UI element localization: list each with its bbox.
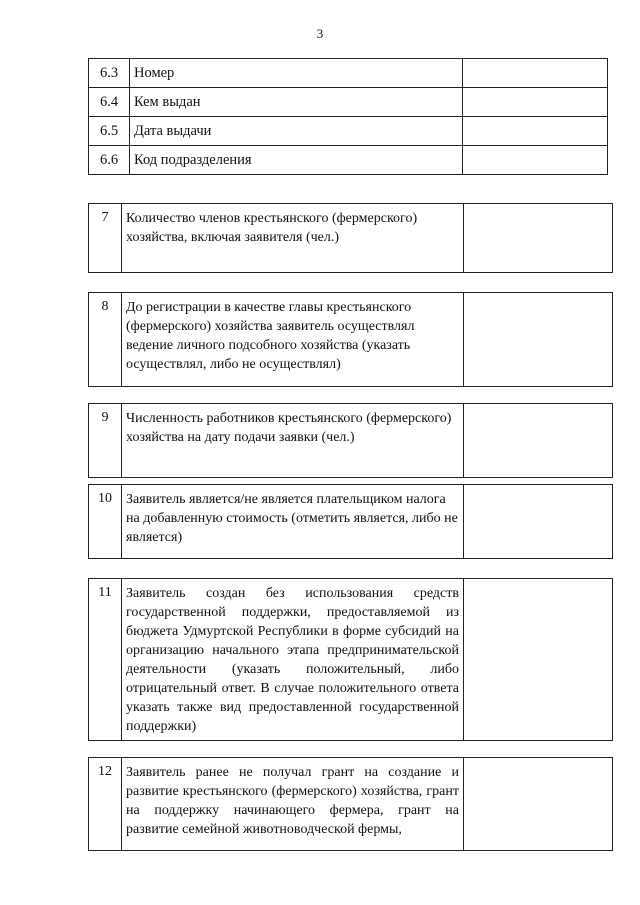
value-cell-issued-by[interactable] <box>463 88 608 117</box>
document-table-section-12 <box>88 757 613 851</box>
document-table-section-7 <box>88 203 613 273</box>
row-label: Дата выдачи <box>130 117 463 146</box>
row-label: Код подразделения <box>130 146 463 175</box>
table-row <box>89 579 613 741</box>
table-row <box>89 758 613 851</box>
row-label: Заявитель ранее не получал грант на создание и развитие крестьянского (фермерского) хозяйства, грант на поддержку начинающего фермера, грант на развитие семейной животноводческой фермы, <box>122 758 464 851</box>
value-cell-employees-count[interactable] <box>464 404 613 478</box>
value-cell-department-code[interactable] <box>463 146 608 175</box>
row-number: 8 <box>89 293 122 387</box>
document-table-section-10 <box>88 484 613 559</box>
row-number: 10 <box>89 485 122 559</box>
row-label: Заявитель создан без использования средств государственной поддержки, предоставляемой из бюджета Удмуртской Республики в форме субсидий на организацию начального этапа предпринимательской деятельности (указать положительный, либо отрицательный ответ. В случае положительного ответа указать также вид предоставленной государственной поддержки) <box>122 579 464 741</box>
page-number: 3 <box>316 26 324 41</box>
table-row <box>89 204 613 273</box>
row-number: 7 <box>89 204 122 273</box>
table-row <box>89 59 608 88</box>
value-cell-number[interactable] <box>463 59 608 88</box>
row-label: Заявитель является/не является плательщиком налога на добавленную стоимость (отметить является, либо не является) <box>122 485 464 559</box>
row-number: 6.6 <box>89 146 130 175</box>
table-row <box>89 404 613 478</box>
row-number: 6.3 <box>89 59 130 88</box>
row-number: 12 <box>89 758 122 851</box>
row-label: Количество членов крестьянского (фермерского) хозяйства, включая заявителя (чел.) <box>122 204 464 273</box>
document-table-section-6 <box>88 58 608 175</box>
value-cell-state-support[interactable] <box>464 579 613 741</box>
value-cell-personal-farm[interactable] <box>464 293 613 387</box>
document-table-section-8 <box>88 292 613 387</box>
value-cell-issue-date[interactable] <box>463 117 608 146</box>
row-number: 6.4 <box>89 88 130 117</box>
value-cell-members-count[interactable] <box>464 204 613 273</box>
table-row <box>89 293 613 387</box>
row-label: Кем выдан <box>130 88 463 117</box>
table-row <box>89 88 608 117</box>
table-row <box>89 146 608 175</box>
row-label: Численность работников крестьянского (фермерского) хозяйства на дату подачи заявки (чел.) <box>122 404 464 478</box>
document-table-section-11 <box>88 578 613 741</box>
table-row <box>89 485 613 559</box>
value-cell-vat-payer[interactable] <box>464 485 613 559</box>
document-table-section-9 <box>88 403 613 478</box>
row-label: До регистрации в качестве главы крестьянского (фермерского) хозяйства заявитель осуществлял ведение личного подсобного хозяйства (указать осуществлял, либо не осуществлял) <box>122 293 464 387</box>
table-row <box>89 117 608 146</box>
row-label: Номер <box>130 59 463 88</box>
row-number: 11 <box>89 579 122 741</box>
row-number: 9 <box>89 404 122 478</box>
value-cell-previous-grant[interactable] <box>464 758 613 851</box>
row-number: 6.5 <box>89 117 130 146</box>
